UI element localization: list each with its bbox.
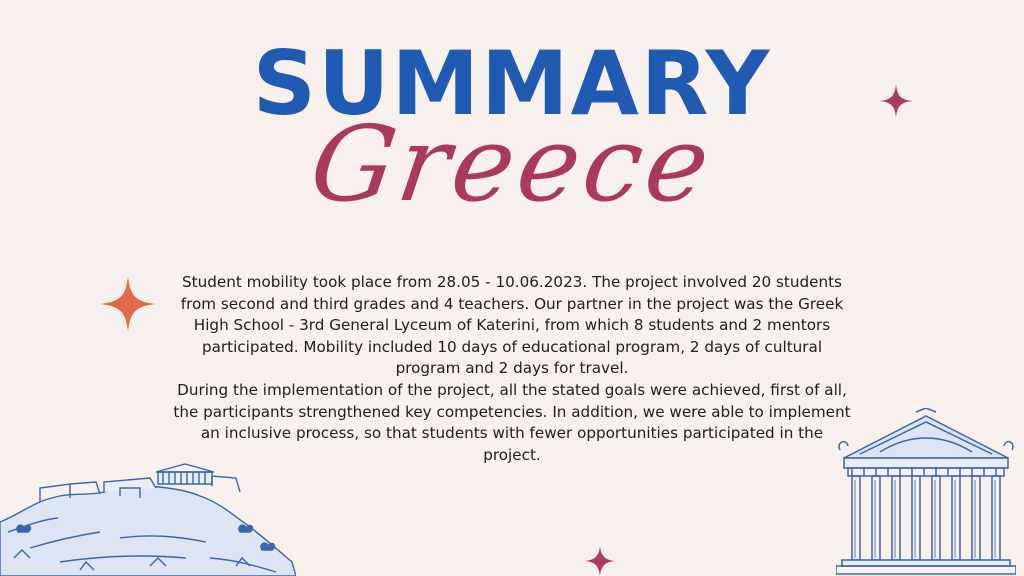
sparkle-icon-maroon-top — [879, 84, 913, 118]
sparkle-icon-maroon-bottom — [585, 546, 615, 576]
summary-text — [170, 272, 854, 466]
summary-paragraph-2: During the implementation of the project, all the stated goals were achieved, first of all, the participants strengthened key competencies. In addition, we were able to implement an inclusive process, so that students with fewer opportunities participated in the project. — [173, 380, 851, 464]
page-title: SUMMARY — [252, 32, 772, 135]
page-subtitle-script: Greece — [303, 103, 721, 225]
summary-paragraph-1: Student mobility took place from 28.05 - 10.06.2023. The project involved 20 students from second and third grades and 4 teachers. Our partner in the project was the Greek High School - 3rd General Lyceum of Katerini, from which 8 students and 2 mentors participated. Mobility included 10 days of educational program, 2 days of cultural program and 2 days for travel. — [180, 273, 844, 378]
temple-illustration — [836, 408, 1016, 576]
acropolis-illustration — [0, 462, 296, 576]
sparkle-icon-orange — [100, 276, 156, 332]
